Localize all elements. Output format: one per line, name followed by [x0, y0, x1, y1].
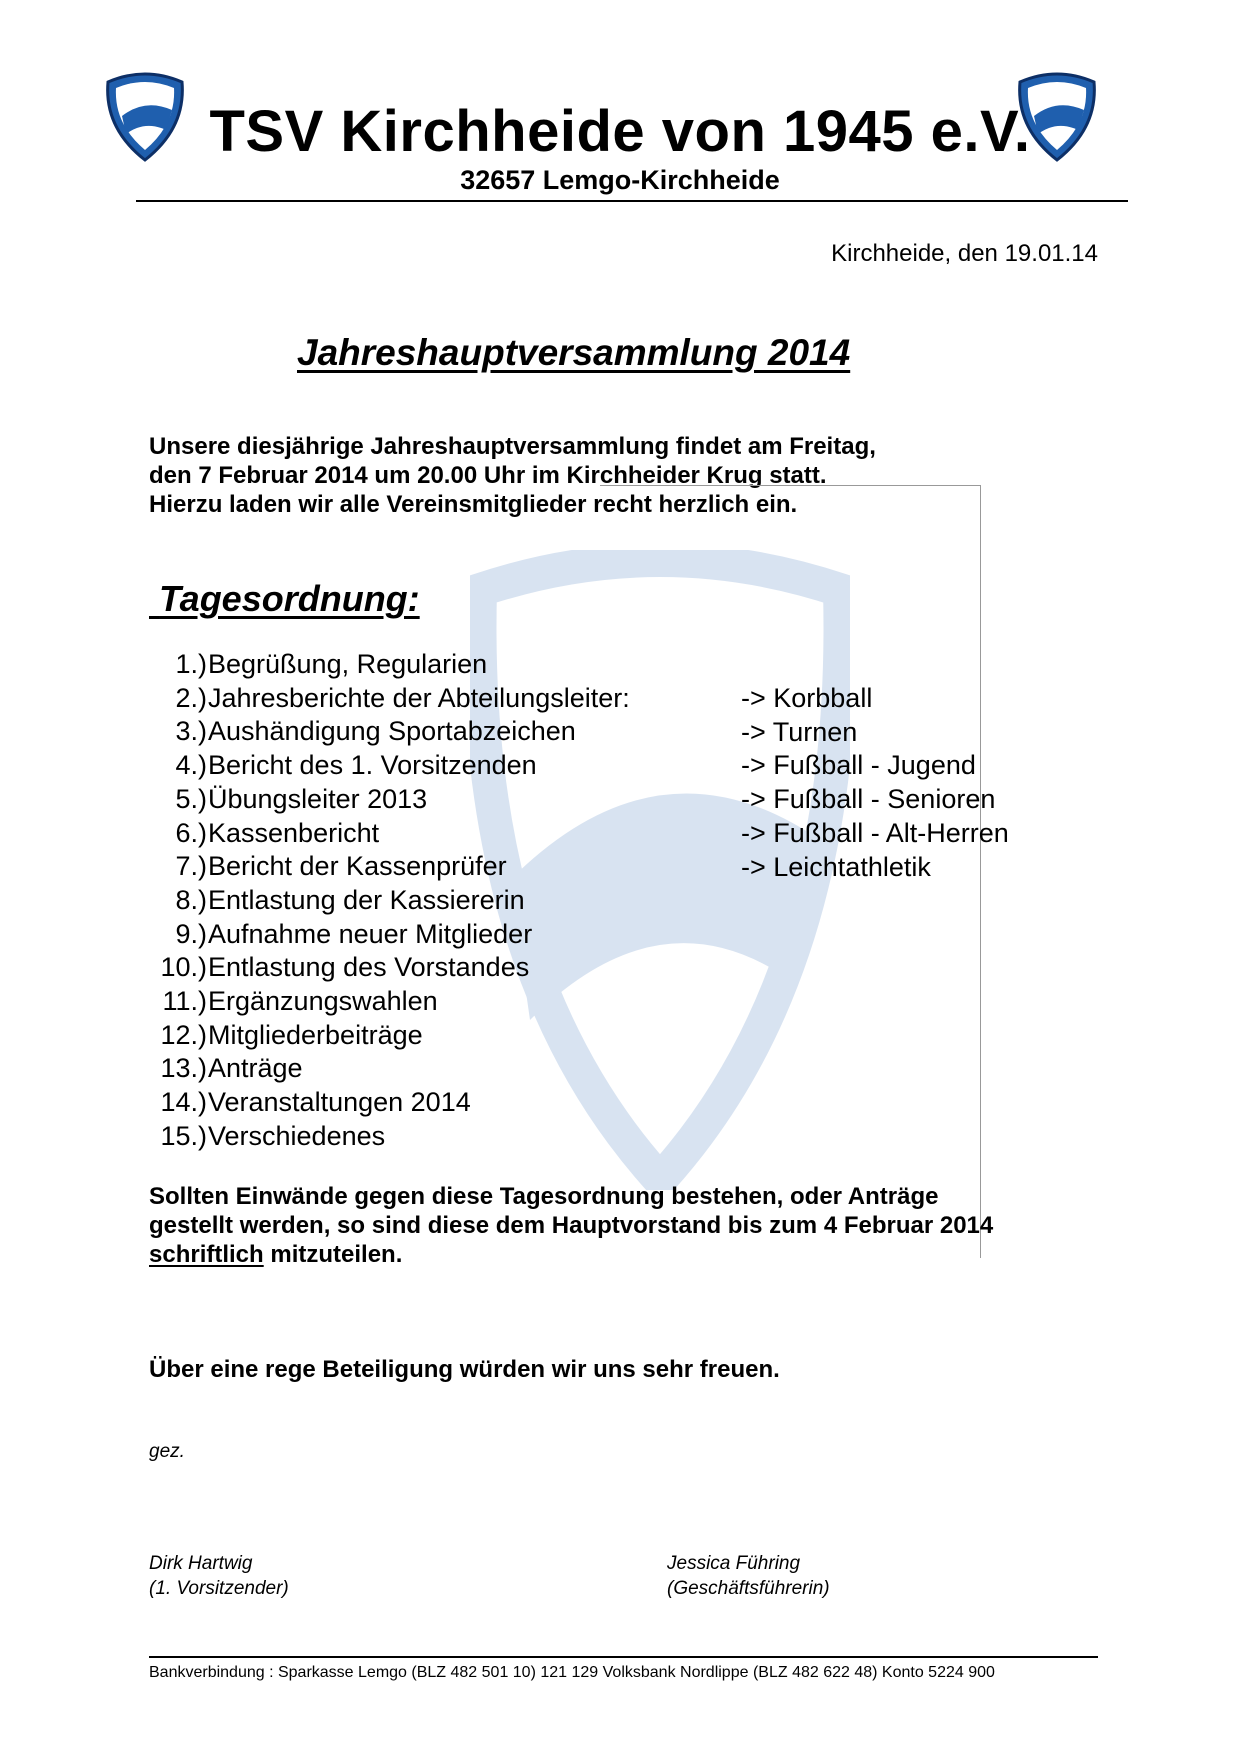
agenda-item — [149, 951, 630, 985]
header-divider — [136, 200, 1128, 202]
agenda-number: 1.) — [175, 649, 207, 679]
agenda-number: 11.) — [162, 986, 207, 1017]
objection-line — [149, 1240, 993, 1269]
agenda-number: 3.) — [175, 716, 207, 747]
agenda-text: Entlastung der Kassiererin — [208, 884, 525, 915]
department-list — [741, 682, 1009, 884]
agenda-text: Bericht des 1. Vorsitzenden — [208, 750, 537, 781]
signatory-name: Dirk Hartwig — [149, 1553, 253, 1574]
agenda-text: Anträge — [208, 1053, 303, 1084]
document-title: Jahreshauptversammlung 2014 — [297, 332, 851, 373]
agenda-item — [149, 1052, 630, 1086]
objection-line: Sollten Einwände gegen diese Tagesordnung bestehen, oder Anträge — [149, 1183, 939, 1210]
signatory-name: Jessica Führing — [667, 1553, 801, 1574]
agenda-number: 8.) — [175, 884, 207, 915]
date-line: Kirchheide, den 19.01.14 — [831, 240, 1098, 267]
agenda-number: 4.) — [175, 750, 207, 781]
signatory-role: (Geschäftsführerin) — [667, 1578, 830, 1599]
signatory-manager — [667, 1551, 830, 1601]
agenda-number: 12.) — [160, 1019, 207, 1050]
agenda-text: Mitgliederbeiträge — [208, 1019, 423, 1050]
objection-line: gestellt werden, so sind diese dem Hauptvorstand bis zum 4 Februar 2014 — [149, 1212, 994, 1239]
club-name: TSV Kirchheide von 1945 e.V. — [209, 99, 1031, 164]
intro-line: Hierzu laden wir alle Vereinsmitglieder recht herzlich ein. — [149, 491, 798, 518]
agenda-item — [149, 783, 630, 817]
closing-sentence: Über eine rege Beteiligung würden wir uns sehr freuen. — [149, 1356, 780, 1383]
signoff: gez. — [149, 1441, 185, 1462]
agenda-text: Aufnahme neuer Mitglieder — [208, 918, 533, 949]
intro-line: Unsere diesjährige Jahreshauptversammlung findet am Freitag, — [149, 433, 876, 460]
signatory-chairman — [149, 1551, 289, 1601]
agenda-item — [149, 1120, 630, 1154]
agenda-number: 2.) — [175, 682, 207, 713]
department-item: -> Fußball - Jugend — [741, 750, 976, 781]
agenda-number: 14.) — [160, 1087, 207, 1118]
agenda-text: Veranstaltungen 2014 — [208, 1087, 471, 1118]
underlined-word: schriftlich — [149, 1241, 264, 1268]
footer-divider — [149, 1656, 1098, 1658]
agenda-text: Übungsleiter 2013 — [208, 783, 428, 814]
agenda-text: Entlastung des Vorstandes — [208, 952, 530, 983]
intro-line: den 7 Februar 2014 um 20.00 Uhr im Kirchheider Krug statt. — [149, 462, 827, 489]
agenda-item — [149, 985, 630, 1019]
agenda-text: Verschiedenes — [208, 1120, 386, 1151]
agenda-number: 10.) — [160, 952, 207, 983]
department-item: -> Korbball — [741, 683, 873, 713]
agenda-heading-text: Tagesordnung: — [159, 578, 420, 619]
agenda-text: Jahresberichte der Abteilungsleiter: — [208, 682, 630, 713]
agenda-item — [149, 1086, 630, 1120]
agenda-item — [149, 682, 630, 716]
agenda-number: 6.) — [175, 817, 207, 848]
bank-details: Bankverbindung : Sparkasse Lemgo (BLZ 482 501 10) 121 129 Volksbank Nordlippe (BLZ 482 622 48) Konto 5224 900 — [149, 1664, 995, 1681]
agenda-text: Begrüßung, Regularien — [208, 649, 488, 679]
agenda-item — [149, 648, 630, 682]
objection-line-rest: mitzuteilen. — [263, 1241, 403, 1268]
club-address: 32657 Lemgo-Kirchheide — [460, 165, 780, 195]
agenda-number: 15.) — [160, 1120, 207, 1151]
agenda-item — [149, 850, 630, 884]
agenda-item — [149, 817, 630, 851]
department-item: -> Fußball - Senioren — [741, 784, 996, 815]
agenda-text: Bericht der Kassenprüfer — [208, 851, 507, 882]
department-item: -> Leichtathletik — [741, 851, 931, 882]
agenda-item — [149, 1019, 630, 1053]
agenda-number: 5.) — [175, 783, 207, 814]
department-item: -> Fußball - Alt-Herren — [741, 817, 1009, 848]
agenda-number: 13.) — [160, 1053, 207, 1084]
agenda-list — [149, 648, 630, 1154]
agenda-text: Ergänzungswahlen — [208, 986, 438, 1017]
agenda-text: Kassenbericht — [208, 817, 380, 848]
agenda-item — [149, 715, 630, 749]
agenda-item — [149, 884, 630, 918]
agenda-number: 7.) — [175, 851, 207, 882]
agenda-item — [149, 749, 630, 783]
agenda-item — [149, 918, 630, 952]
objection-paragraph — [149, 1182, 993, 1269]
signatory-role: (1. Vorsitzender) — [149, 1578, 289, 1599]
agenda-number: 9.) — [175, 918, 207, 949]
agenda-text: Aushändigung Sportabzeichen — [208, 716, 576, 747]
agenda-heading — [149, 578, 420, 620]
department-item: -> Turnen — [741, 716, 858, 747]
